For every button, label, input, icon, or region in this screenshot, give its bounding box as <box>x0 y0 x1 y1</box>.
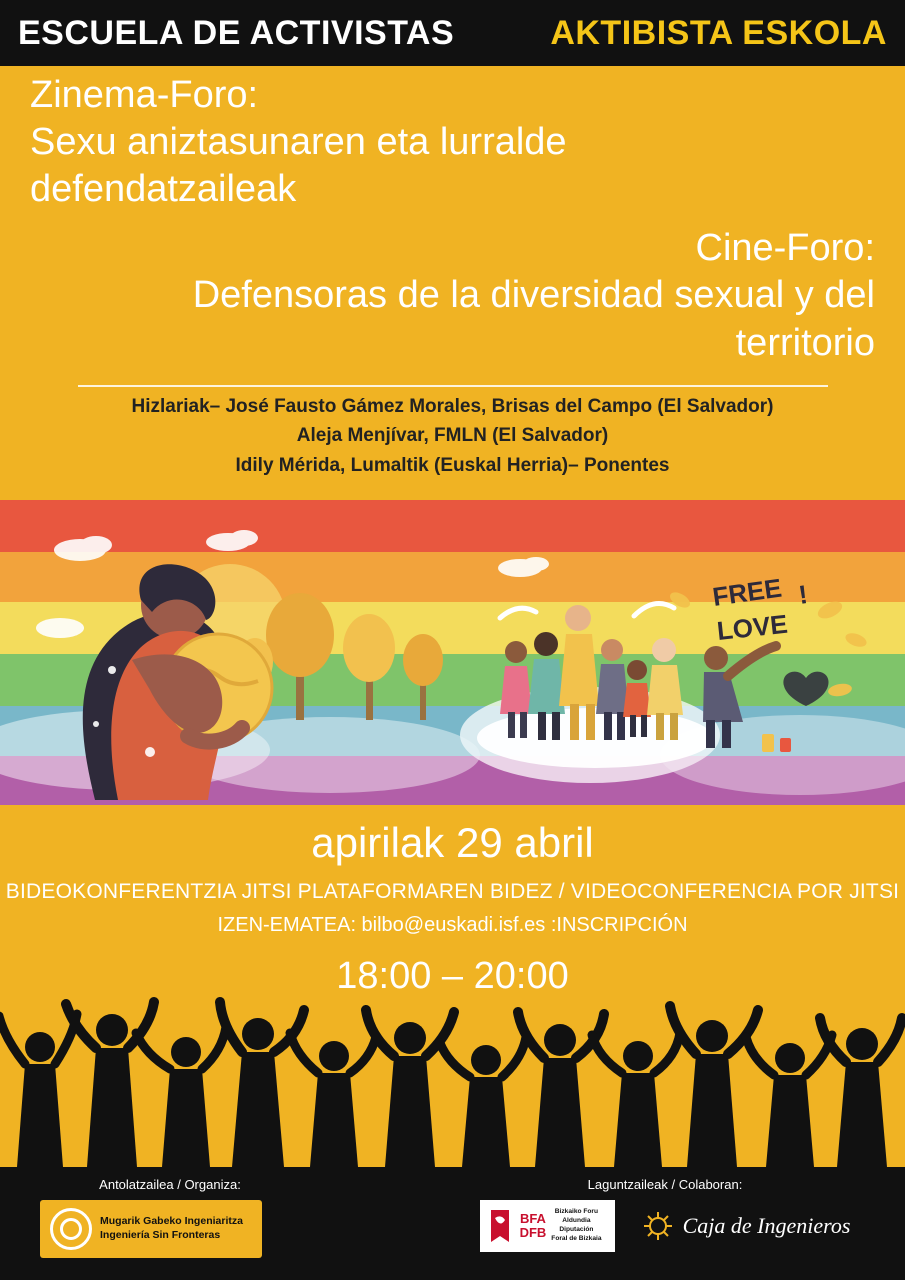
title-block <box>0 72 905 367</box>
bizkaia-text-line1: Bizkaiko Foru <box>554 1208 599 1216</box>
bizkaia-tag <box>520 1212 547 1239</box>
caja-logo-text: Caja de Ingenieros <box>682 1213 851 1238</box>
speaker-line-3: Idily Mérida, Lumaltik (Euskal Herria)– Ponentes <box>235 454 670 476</box>
event-date: apirilak 29 abril <box>311 819 594 866</box>
header-title-es: ESCUELA DE ACTIVISTAS <box>18 13 455 52</box>
title-basque <box>30 72 875 213</box>
graffiti-line-1: FREE <box>710 572 784 612</box>
speaker-line-1: Hizlariak– José Fausto Gámez Morales, Brisas del Campo (El Salvador) <box>131 396 774 417</box>
graffiti-line-2: LOVE <box>715 608 790 646</box>
isf-logo-text <box>100 1215 243 1242</box>
title-spanish-line1: Defensoras de la diversidad sexual y del <box>192 274 875 317</box>
bizkaia-logo <box>480 1200 615 1252</box>
bizkaia-text-line4: Foral de Bizkaia <box>551 1234 602 1242</box>
collaborators-label: Laguntzaileak / Colaboran: <box>587 1177 743 1192</box>
organizer-label: Antolatzailea / Organiza: <box>99 1177 241 1192</box>
illustration-band <box>0 500 905 805</box>
title-divider <box>78 385 828 387</box>
bizkaia-text-line3: Diputación <box>559 1226 594 1233</box>
speakers-block <box>0 392 905 480</box>
illustration-artwork <box>0 500 905 805</box>
speaker-line-2: Aleja Menjívar, FMLN (El Salvador) <box>296 425 609 447</box>
title-basque-label: Zinema-Foro: <box>30 74 259 116</box>
isf-name-eu: Mugarik Gabeko Ingeniaritza <box>100 1215 243 1228</box>
event-platform: BIDEOKONFERENTZIA JITSI PLATAFORMAREN BIDEZ / VIDEOCONFERENCIA POR JITSI <box>5 880 900 904</box>
poster-footer <box>0 1167 905 1280</box>
bizkaia-logo-icon <box>485 1206 515 1246</box>
bizkaia-text <box>551 1208 601 1244</box>
title-basque-line2: defendatzaileak <box>30 168 297 211</box>
bizkaia-tag-bfa: BFA <box>519 1211 546 1227</box>
isf-name-es: Ingeniería Sin Fronteras <box>100 1229 221 1241</box>
bizkaia-text-line2: Aldundia <box>562 1217 591 1225</box>
isf-logo <box>40 1200 262 1258</box>
title-spanish-label: Cine-Foro: <box>695 227 875 270</box>
bizkaia-tag-dfb: DFB <box>519 1225 547 1240</box>
graffiti-text <box>711 573 810 646</box>
event-time: 18:00 – 20:00 <box>336 955 569 998</box>
poster-header <box>0 0 905 66</box>
title-basque-line1: Sexu aniztasunaren eta lurralde <box>30 121 567 164</box>
caja-logo-icon <box>641 1209 675 1243</box>
isf-logo-icon <box>50 1208 92 1250</box>
collaborator-logos <box>455 1200 875 1252</box>
crowd-silhouette <box>0 952 905 1167</box>
header-title-eu: AKTIBISTA ESKOLA <box>550 13 887 52</box>
title-spanish-line2: territorio <box>735 321 875 364</box>
caja-ingenieros-logo <box>641 1209 851 1243</box>
event-registration: IZEN-EMATEA: bilbo@euskadi.isf.es :INSCRIPCIÓN <box>217 914 688 937</box>
collaborators-block <box>455 1177 875 1252</box>
svg-text:!: ! <box>796 579 810 610</box>
organizer-block <box>40 1177 300 1258</box>
title-spanish <box>30 225 875 366</box>
